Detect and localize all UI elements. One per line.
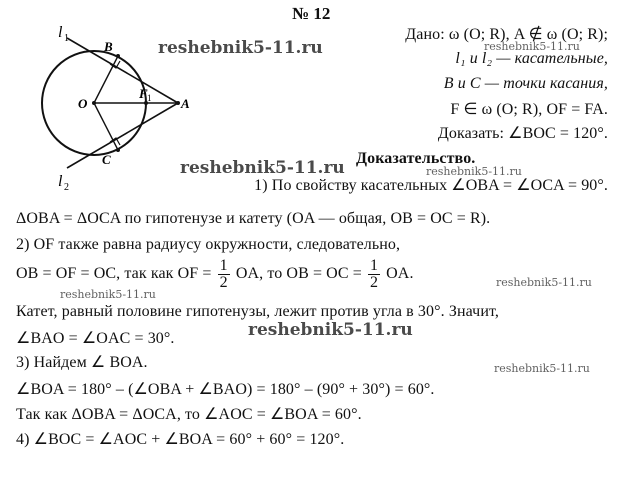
radius-OC — [94, 103, 118, 150]
watermark: reshebnik5-11.ru — [484, 40, 580, 53]
label-C: C — [102, 152, 111, 167]
equation-part-c: OA. — [386, 265, 414, 283]
proof-equation — [16, 258, 414, 291]
proof-line-6: ∠BAO = ∠OAC = 30°. — [16, 330, 175, 347]
point-C — [116, 148, 120, 152]
watermark: reshebnik5-11.ru — [158, 38, 323, 58]
watermark: reshebnik5-11.ru — [60, 288, 156, 301]
proof-line-8: ∠BOA = 180° – (∠OBA + ∠BAO) = 180° – (90° + 30°) = 60°. — [16, 381, 435, 398]
point-A — [176, 101, 180, 105]
fraction-one-half: $\frac{1}{2}$ — [219, 257, 228, 291]
equation-part-b: OA, то OB = OC = — [235, 265, 362, 283]
proof-line-9: Так как ΔOBA = ΔOCA, то ∠AOC = ∠BOA = 60°. — [16, 406, 362, 423]
watermark: reshebnik5-11.ru — [496, 276, 592, 289]
proof-step-2: 2) OF также равна радиусу окружности, следовательно, — [16, 236, 401, 253]
proof-step-4: 4) ∠BOC = ∠AOC + ∠BOA = 60° + 60° = 120°. — [16, 431, 345, 448]
proof-heading: Доказательство. — [356, 150, 476, 167]
proof-step-1: 1) По свойству касательных ∠OBA = ∠OCA = 90°. — [254, 177, 608, 194]
radius-OB — [94, 56, 118, 103]
watermark: reshebnik5-11.ru — [494, 362, 590, 375]
given-line-4: F ∈ ω (O; R), OF = FA. — [450, 101, 608, 118]
point-O — [92, 101, 96, 105]
given-line-3: B и C — точки касания, — [443, 75, 608, 92]
proof-step-3: 3) Найдем ∠ BOA. — [16, 354, 148, 371]
problem-number: № 12 — [292, 4, 331, 23]
watermark: reshebnik5-11.ru — [180, 158, 345, 178]
tangent-l2 — [67, 103, 178, 168]
label-l1: l — [58, 24, 63, 41]
label-O: O — [78, 96, 88, 111]
label-l2: l — [58, 173, 63, 190]
fraction-one-half-2: $\frac{1}{2}$ — [369, 257, 379, 291]
label-F-sub: 1 — [147, 93, 152, 103]
watermark: reshebnik5-11.ru — [426, 165, 522, 178]
given-line-1: Дано: ω (O; R), A ∉ ω (O; R); — [405, 26, 608, 43]
equation-part-a: OB = OF = OC, так как OF = — [16, 265, 212, 283]
point-B — [116, 54, 120, 58]
watermark: reshebnik5-11.ru — [248, 320, 413, 340]
given-line-2: l₁ и l₂ — касательные, — [455, 50, 608, 67]
proof-line-2: ΔOBA = ΔOCA по гипотенузе и катету (OA — общая, OB = OC = R). — [16, 210, 491, 227]
given-prove: Доказать: ∠BOC = 120°. — [437, 125, 608, 142]
label-l2-sub: 2 — [64, 182, 69, 193]
label-l1-sub: 1 — [64, 33, 69, 44]
proof-line-5: Катет, равный половине гипотенузы, лежит против угла в 30°. Значит, — [16, 303, 499, 320]
label-B: B — [104, 39, 113, 54]
label-F: F — [139, 86, 148, 101]
label-A: A — [181, 96, 190, 111]
